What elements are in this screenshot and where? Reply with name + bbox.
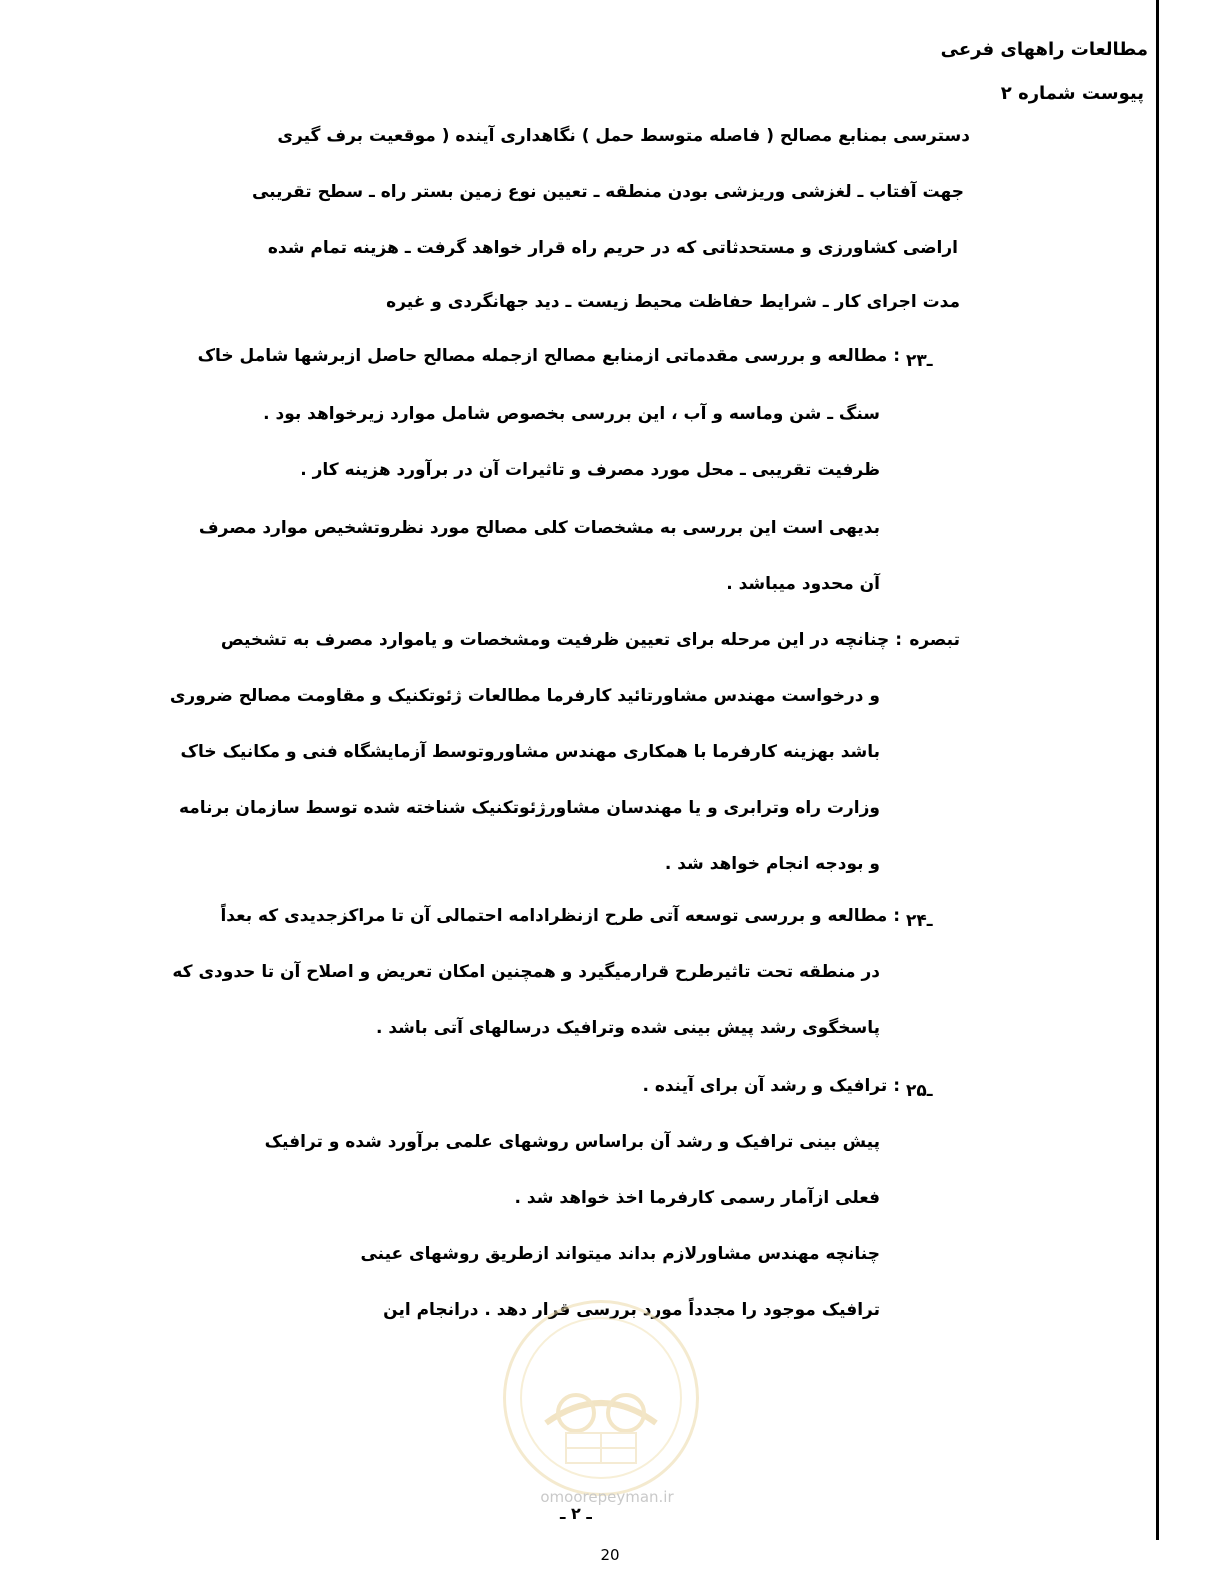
watermark-emblem-icon (506, 1303, 696, 1493)
page-bottom-mark: ـ ۲ ـ (560, 1504, 592, 1523)
note-line-3: باشد بهزینه کارفرما با همکاری مهندس مشاوروتوسط آزمایشگاه فنی و مکانیک خاک (180, 742, 880, 762)
paragraph1-line-2: جهت آفتاب ـ لغزشی وریزشی بودن منطقه ـ تعیین نوع زمین بستر راه ـ سطح تقریبی (251, 182, 964, 202)
section-2-3-line-1: : مطالعه و بررسی مقدماتی ازمنابع مصالح ازجمله مصالح حاصل ازبرشها شامل خاک (197, 346, 900, 366)
paragraph1-line-1: دسترسی بمنابع مصالح ( فاصله متوسط حمل ) نگاهداری آینده ( موقعیت برف گیری (277, 126, 970, 146)
section-2-3-line-4: بدیهی است این بررسی به مشخصات کلی مصالح مورد نظروتشخیص موارد مصرف (198, 518, 880, 538)
section-2-5-line-1: : ترافیک و رشد آن برای آینده . (642, 1076, 900, 1096)
watermark-logo (503, 1300, 699, 1496)
section-2-3-line-5: آن محدود میباشد . (726, 574, 880, 594)
page-number: 20 (600, 1546, 620, 1564)
section-2-5-line-3: فعلی ازآمار رسمی کارفرما اخذ خواهد شد . (514, 1188, 880, 1208)
section-2-4-number: ۲ـ۴ (906, 911, 933, 931)
section-2-4-line-3: پاسخگوی رشد پیش بینی شده وترافیک درسالهای آتی باشد . (375, 1018, 880, 1038)
right-margin-rule (1156, 0, 1159, 1540)
section-2-3-line-2: سنگ ـ شن وماسه و آب ، این بررسی بخصوص شامل موارد زیرخواهد بود . (263, 404, 880, 424)
watermark-url: omoorepeyman.ir (540, 1488, 674, 1506)
section-2-5-number: ۲ـ۵ (906, 1081, 933, 1101)
section-2-5-line-4: چنانچه مهندس مشاورلازم بداند میتواند ازطریق روشهای عینی (360, 1244, 880, 1264)
section-2-3-line-3: ظرفیت تقریبی ـ محل مورد مصرف و تاثیرات آن در برآورد هزینه کار . (300, 460, 880, 480)
section-2-4-line-2: در منطقه تحت تاثیرطرح قرارمیگیرد و همچنین امکان تعریض و اصلاح آن تا حدودی که (172, 962, 880, 982)
paragraph1-line-3: اراضی کشاورزی و مستحدثاتی که در حریم راه قرار خواهد گرفت ـ هزینه تمام شده (267, 238, 958, 258)
section-2-4-line-1: : مطالعه و بررسی توسعه آتی طرح ازنظرادامه احتمالی آن تا مراکزجدیدی که بعداً (220, 906, 900, 926)
note-label: تبصره (909, 630, 960, 650)
paragraph1-line-4: مدت اجرای کار ـ شرایط حفاظت محیط زیست ـ دید جهانگردی و غیره (386, 292, 960, 312)
note-line-2: و درخواست مهندس مشاورتائید کارفرما مطالعات ژئوتکنیک و مقاومت مصالح ضروری (169, 686, 880, 706)
section-2-5-line-2: پیش بینی ترافیک و رشد آن براساس روشهای علمی برآورد شده و ترافیک (264, 1132, 880, 1152)
section-2-3-number: ۲ـ۳ (906, 351, 933, 371)
note-line-1: : چنانچه در این مرحله برای تعیین ظرفیت ومشخصات و یاموارد مصرف به تشخیص (220, 630, 902, 650)
header-title: مطالعات راههای فرعی (940, 39, 1148, 60)
note-line-5: و بودجه انجام خواهد شد . (664, 854, 880, 874)
appendix-label: پیوست شماره ۲ (1000, 83, 1144, 104)
section-2-5-line-5: ترافیک موجود را مجدداً مورد بررسی قرار دهد . درانجام این (383, 1300, 880, 1320)
note-line-4: وزارت راه وترابری و یا مهندسان مشاورژئوتکنیک شناخته شده توسط سازمان برنامه (178, 798, 880, 818)
